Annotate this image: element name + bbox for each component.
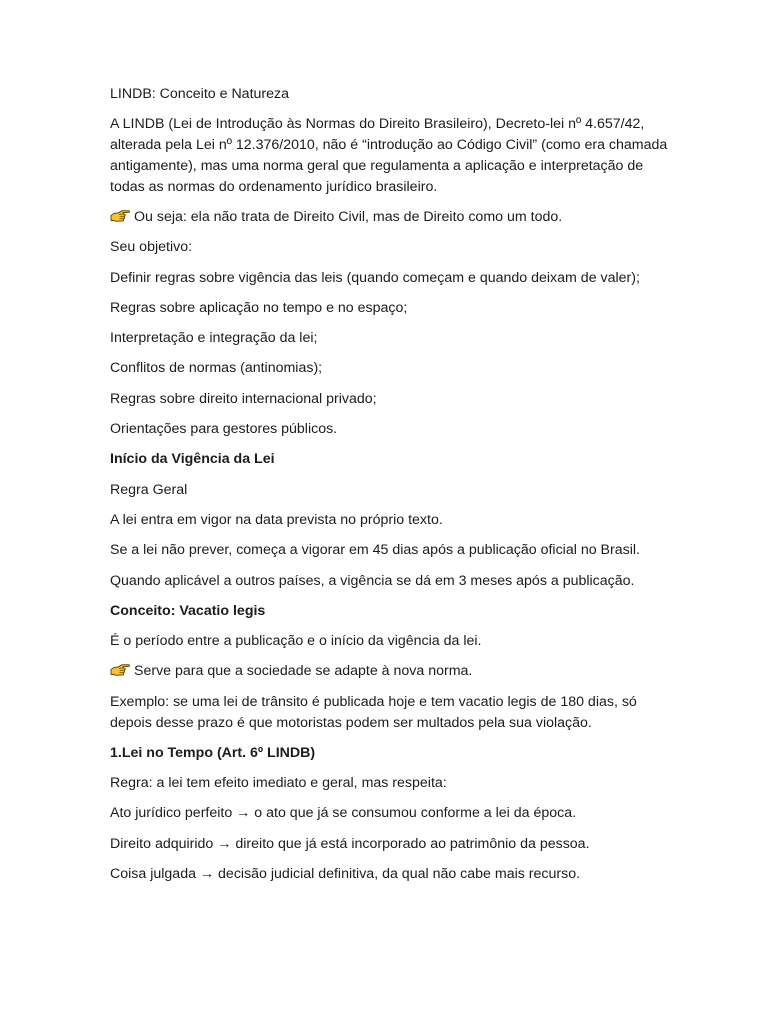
section-heading-tempo: 1.Lei no Tempo (Art. 6º LINDB) [110, 744, 316, 761]
objective-item: Definir regras sobre vigência das leis (quando começam e quando deixam de valer); [110, 269, 640, 286]
note-text: Serve para que a sociedade se adapte à nova norma. [134, 663, 473, 680]
pointing-hand-icon [110, 209, 130, 223]
objective-item: Conflitos de normas (antinomias); [110, 360, 323, 377]
intro-paragraph: A LINDB (Lei de Introdução às Normas do Direito Brasileiro), Decreto-lei nº 4.657/42, alterada pela Lei nº 12.376/2010, não é “introdução ao Código Civil” (como era chamada antigamente), mas uma norma geral que regulamenta a aplicação e interpretação de todas as normas do ordenamento jurídico brasileiro. [110, 116, 668, 195]
objective-item: Regras sobre direito internacional privado; [110, 390, 377, 407]
rule-item: Se a lei não prever, começa a vigorar em 45 dias após a publicação oficial no Brasil. [110, 542, 640, 559]
tempo-item: Coisa julgada → decisão judicial definitiva, da qual não cabe mais recurso. [110, 866, 581, 883]
pointing-hand-icon [110, 663, 130, 677]
tempo-item: Ato jurídico perfeito → o ato que já se consumou conforme a lei da época. [110, 805, 577, 822]
subheading-regra-geral: Regra Geral [110, 481, 188, 498]
tempo-item: Direito adquirido → direito que já está incorporado ao patrimônio da pessoa. [110, 835, 590, 852]
document-body [110, 84, 670, 894]
objective-item: Interpretação e integração da lei; [110, 330, 318, 347]
objective-label: Seu objetivo: [110, 239, 193, 256]
rule-item: A lei entra em vigor na data prevista no próprio texto. [110, 511, 443, 528]
rule-item: Quando aplicável a outros países, a vigência se dá em 3 meses após a publicação. [110, 572, 635, 589]
note-text: Ou seja: ela não trata de Direito Civil, mas de Direito como um todo. [134, 208, 563, 225]
vacatio-example: Exemplo: se uma lei de trânsito é publicada hoje e tem vacatio legis de 180 dias, só depois desse prazo é que motoristas podem ser multados pela sua violação. [110, 693, 637, 731]
document-title: LINDB: Conceito e Natureza [110, 86, 290, 102]
section-heading-vigencia: Início da Vigência da Lei [110, 451, 275, 468]
vacatio-definition: É o período entre a publicação e o início da vigência da lei. [110, 633, 482, 650]
note-paragraph [110, 207, 670, 228]
section-heading-vacatio: Conceito: Vacatio legis [110, 602, 266, 619]
objective-item: Regras sobre aplicação no tempo e no espaço; [110, 299, 408, 316]
tempo-rule: Regra: a lei tem efeito imediato e geral, mas respeita: [110, 775, 447, 792]
objective-item: Orientações para gestores públicos. [110, 421, 338, 438]
note-paragraph [110, 661, 670, 682]
